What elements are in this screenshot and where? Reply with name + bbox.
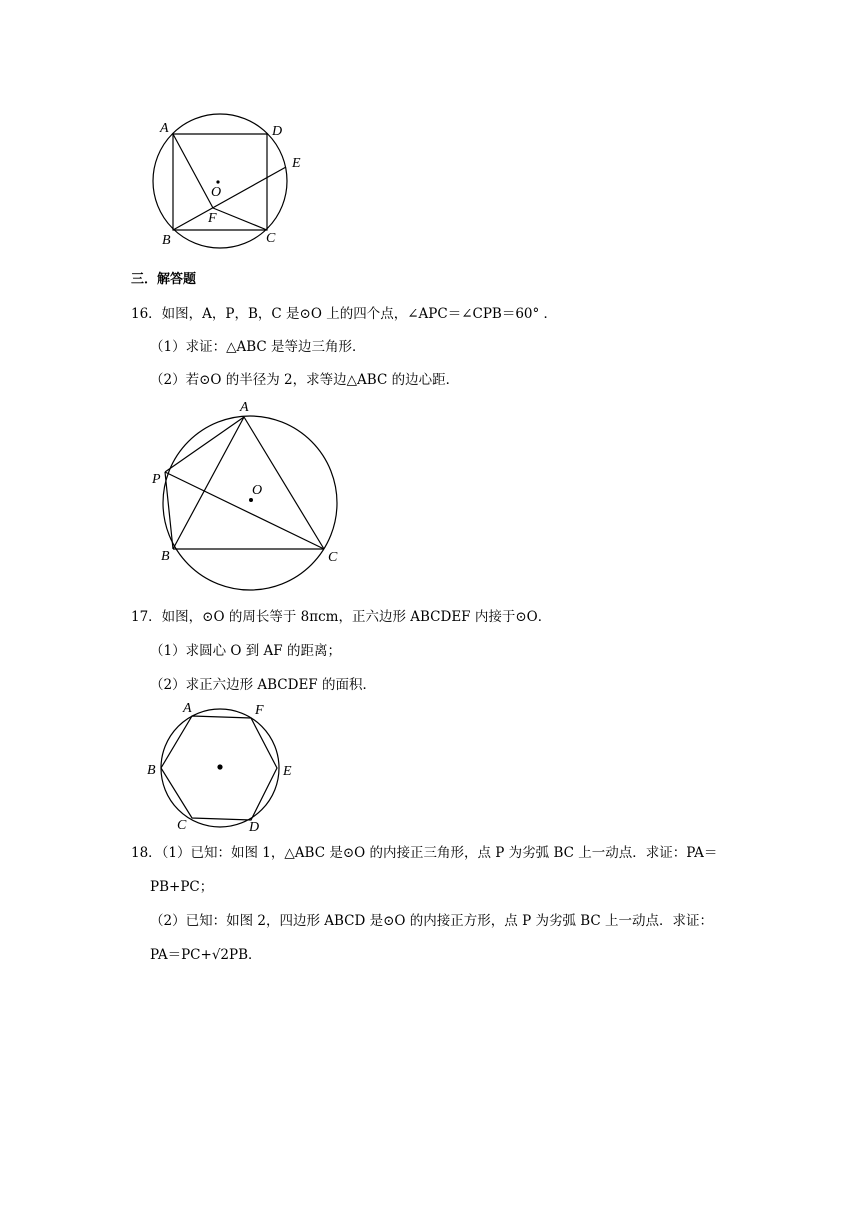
- label-E: E: [283, 764, 292, 779]
- label-B: B: [162, 233, 171, 248]
- q16-stem: 16．如图，A，P，B，C 是⊙O 上的四个点，∠APC＝∠CPB＝60° ．: [131, 306, 558, 322]
- figure-square-in-circle: [140, 112, 320, 257]
- figure-q16-circle: [145, 395, 355, 600]
- label-B: B: [161, 549, 170, 564]
- label-A: A: [183, 701, 192, 716]
- q18-part1-line2: PB+PC；: [150, 879, 214, 895]
- label-F: F: [208, 211, 217, 226]
- label-C: C: [266, 231, 276, 246]
- label-D: D: [249, 820, 260, 835]
- q18-part2-line1: （2）已知：如图 2，四边形 ABCD 是⊙O 的内接正方形，点 P 为劣弧 BC 上一动点．求证：: [150, 913, 714, 929]
- figure-hexagon-in-circle: [140, 697, 330, 837]
- q18-part2-line2: PA＝PC+√2PB．: [150, 947, 262, 963]
- label-O: O: [252, 483, 263, 498]
- label-A: A: [160, 121, 169, 136]
- q16-part2: （2）若⊙O 的半径为 2，求等边△ABC 的边心距．: [150, 372, 460, 388]
- label-C: C: [177, 818, 187, 833]
- section-heading: 三．解答题: [131, 272, 197, 287]
- label-C: C: [328, 550, 338, 565]
- label-E: E: [292, 156, 301, 171]
- label-F: F: [255, 703, 264, 718]
- label-B: B: [147, 763, 156, 778]
- label-P: P: [152, 472, 161, 487]
- q17-part2: （2）求正六边形 ABCDEF 的面积．: [150, 677, 376, 693]
- q16-part1: （1）求证：△ABC 是等边三角形．: [150, 339, 366, 355]
- label-D: D: [272, 124, 283, 139]
- q17-stem: 17．如图，⊙O 的周长等于 8πcm，正六边形 ABCDEF 内接于⊙O．: [131, 609, 552, 625]
- q17-part1: （1）求圆心 O 到 AF 的距离；: [150, 643, 341, 659]
- label-A: A: [240, 400, 249, 415]
- label-O: O: [211, 185, 222, 200]
- q18-part1-line1: 18．（1）已知：如图 1，△ABC 是⊙O 的内接正三角形，点 P 为劣弧 BC 上一动点．求证：PA＝: [131, 845, 718, 861]
